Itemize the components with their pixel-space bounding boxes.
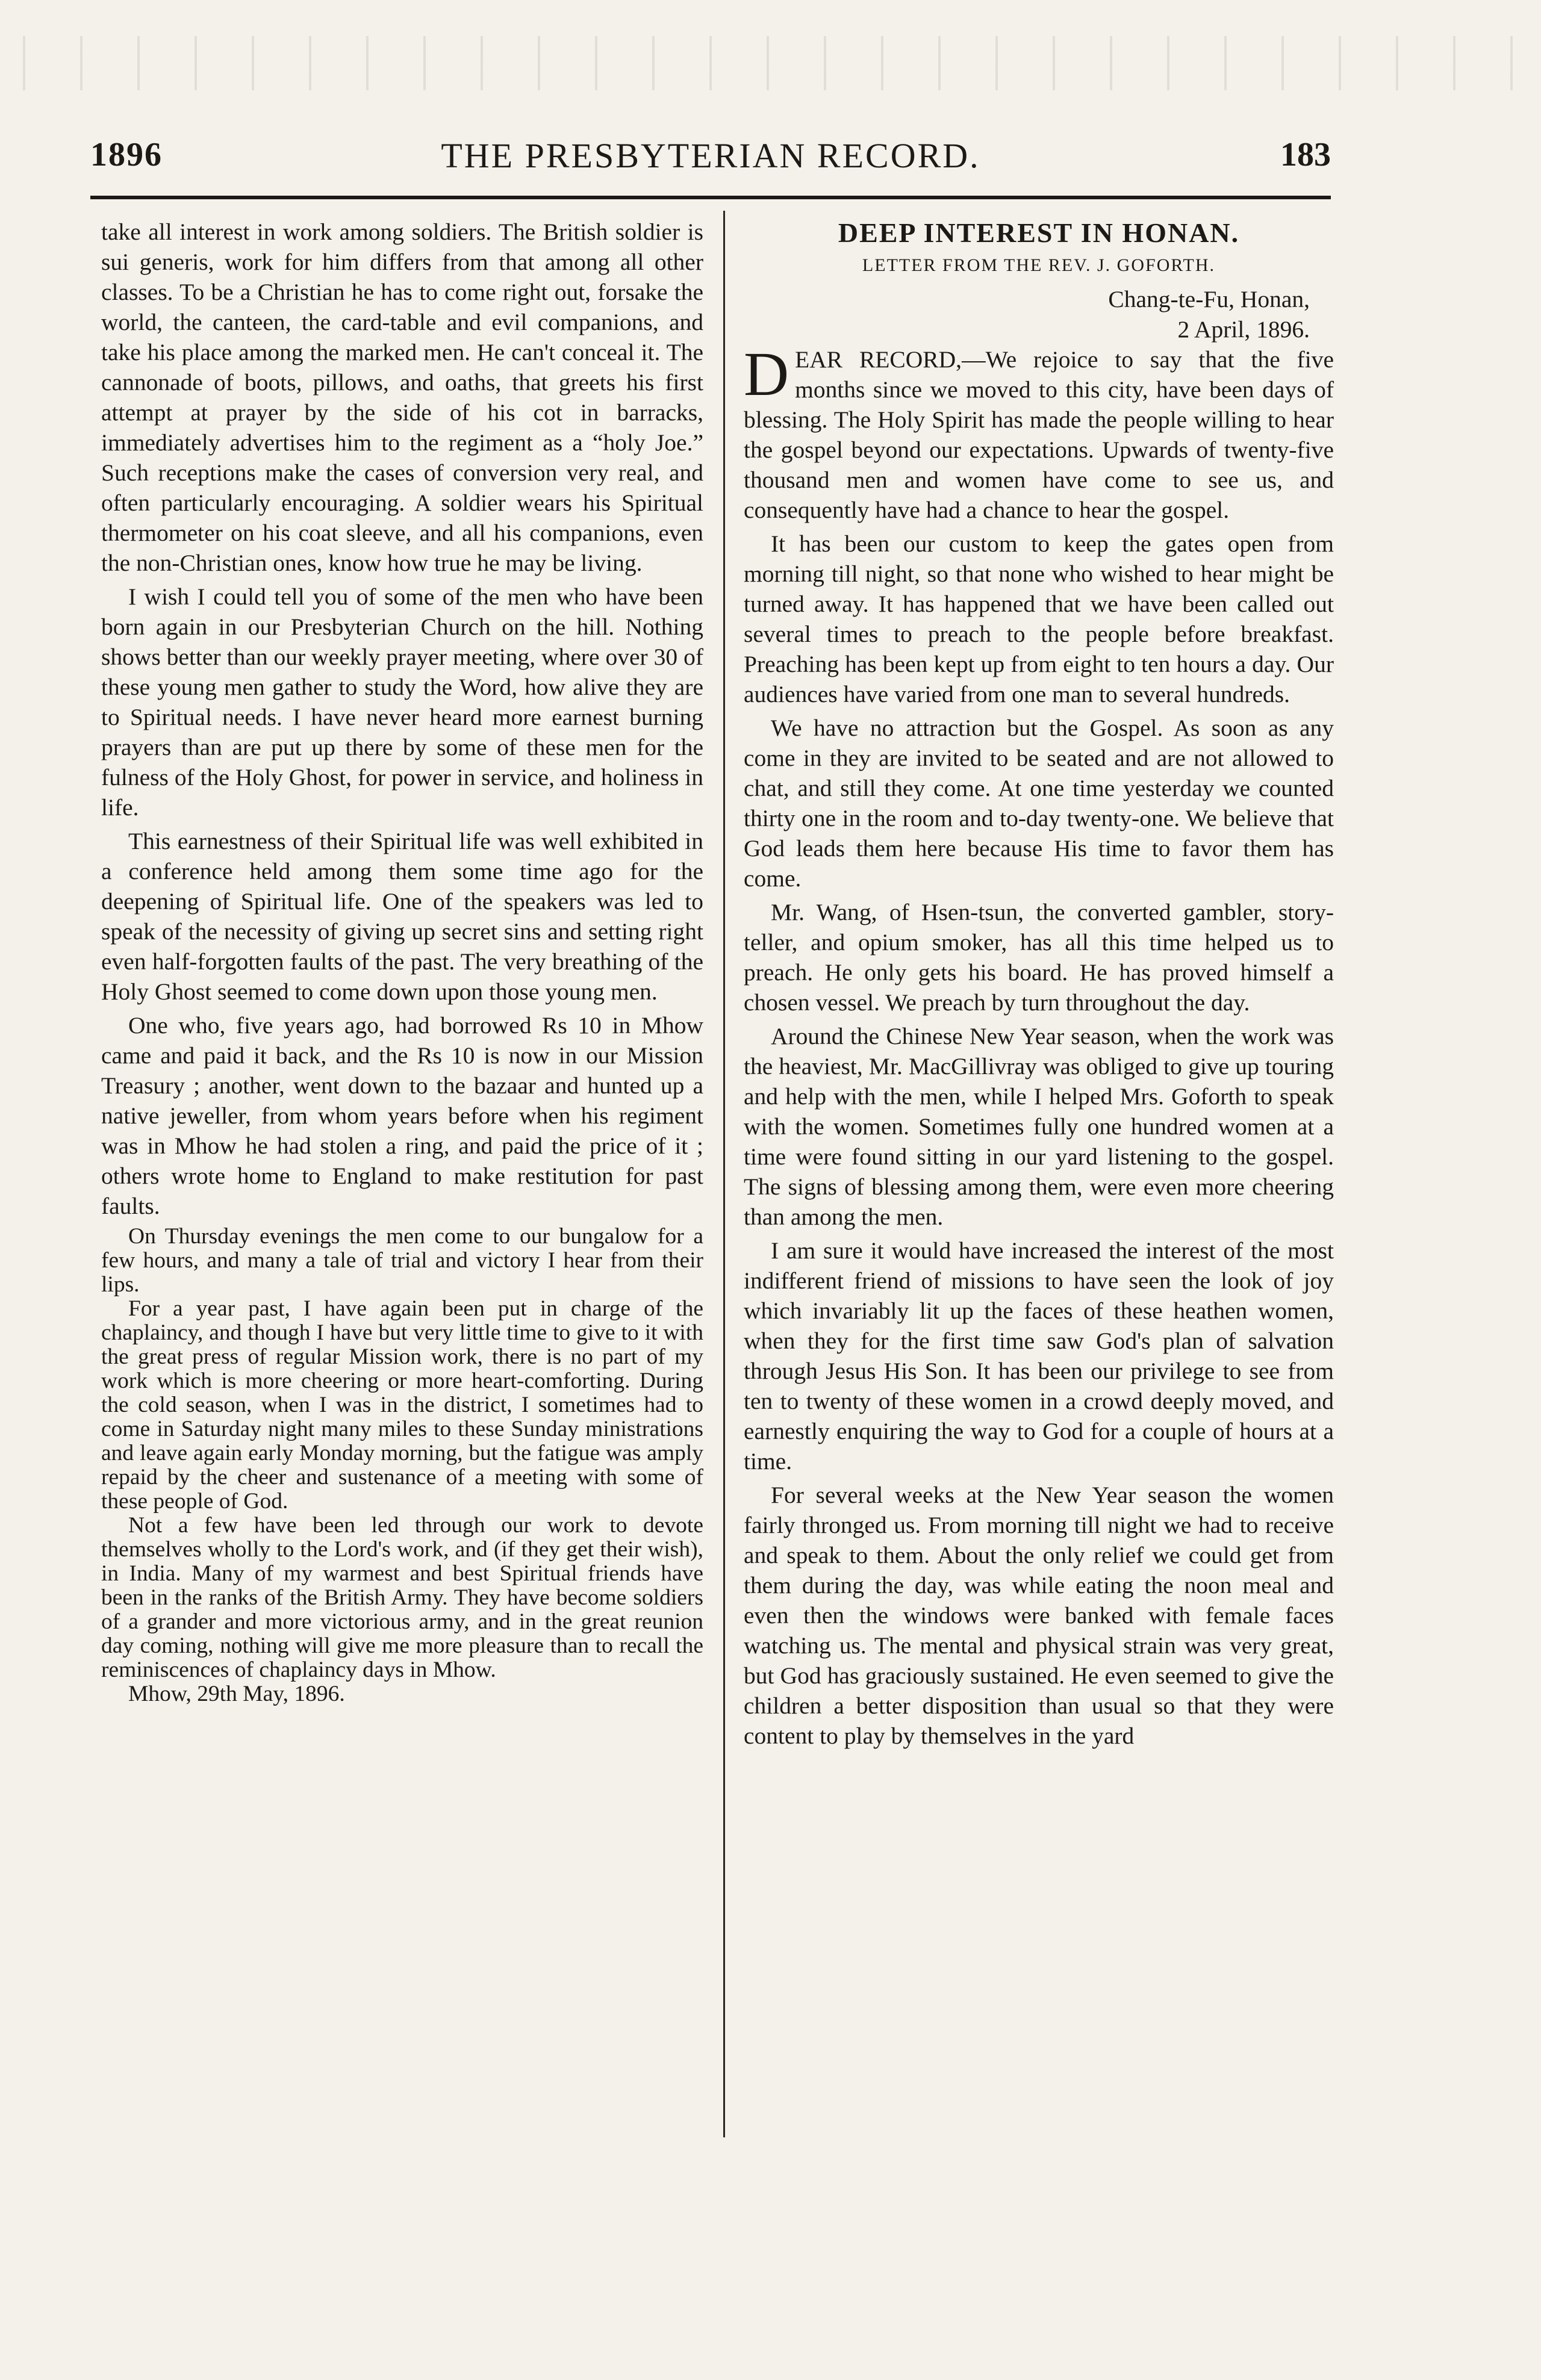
- right-paragraph: Around the Chinese New Year season, when the work was the heaviest, Mr. MacGillivray was obliged to give up touring and help with the men, while I helped Mrs. Goforth to speak with the women. Sometimes fully one hundred women at a time were found sitting in our yard listening to the gospel. The signs of blessing among them, were even more cheering than among the men.: [744, 1023, 1334, 1230]
- right-paragraph: We have no attraction but the Gospel. As soon as any come in they are invited to be seated and are not allowed to chat, and still they come. At one time yesterday we counted thirty one in the room and to-day twenty-one. We believe that God leads them here because His time to favor them has come.: [744, 715, 1334, 892]
- right-paragraph: Mr. Wang, of Hsen-tsun, the converted gambler, story-teller, and opium smoker, has all this time helped us to preach. He only gets his board. He has proved himself a chosen vessel. We preach by turn throughout the day.: [744, 899, 1334, 1016]
- column-divider: [723, 211, 725, 2137]
- header-year: 1896: [90, 136, 163, 173]
- opening-text: —We rejoice to say that the five months since we moved to this city, have been days of blessing. The Holy Spirit has made the people willing to hear the gospel beyond our expectations. Upwards of twenty-five thousand men and women have come to see us, and consequently have had a chance to hear the gospel.: [744, 346, 1334, 523]
- signoff: Mhow, 29th May, 1896.: [128, 1682, 345, 1706]
- right-paragraph: It has been our custom to keep the gates open from morning till night, so that none who wished to hear might be turned away. It has happened that we have been called out several times to preach to the people before breakfast. Preaching has been kept up from eight to ten hours a day. Our audiences have varied from one man to several hundreds.: [744, 530, 1334, 707]
- article-title: DEEP INTEREST IN HONAN.: [838, 217, 1240, 248]
- dateline-place: Chang-te-Fu, Honan,: [1108, 286, 1310, 312]
- left-paragraph: I wish I could tell you of some of the men who have been born again in our Presbyterian Church on the hill. Nothing shows better than our weekly prayer meeting, where over 30 of these young men gather to study the Word, how alive they are to Spiritual needs. I have never heard more earnest burning prayers than are put up there by some of these men for the fulness of the Holy Ghost, for power in service, and holiness in life.: [101, 583, 703, 821]
- left-paragraph: This earnestness of their Spiritual life was well exhibited in a conference held among them some time ago for the deepening of Spiritual life. One of the speakers was led to speak of the necessity of giving up secret sins and setting right even half-forgotten faults of the past. The very breathing of the Holy Ghost seemed to come down upon those young men.: [101, 828, 703, 1005]
- page-number: 183: [1280, 136, 1331, 173]
- right-paragraph: For several weeks at the New Year season the women fairly thronged us. From morning till night we had to receive and speak to them. About the only relief we could get from them during the day, was while eating the noon meal and even then the windows were banked with female faces watching us. The mental and physical strain was very great, but God has graciously sustained. He even seemed to give the children a better disposition than usual so that they were content to play by themselves in the yard: [744, 1482, 1334, 1749]
- left-paragraph: On Thursday evenings the men come to our bungalow for a few hours, and many a tale of trial and victory I hear from their lips.: [101, 1224, 703, 1297]
- left-paragraph: Not a few have been led through our work to devote themselves wholly to the Lord's work, and (if they get their wish), in India. Many of my warmest and best Spiritual friends have been in the ranks of the British Army. They have become soldiers of a grander and more victorious army, and in the great reunion day coming, nothing will give me more pleasure than to recall the reminiscences of chaplaincy days in Mhow.: [101, 1513, 703, 1682]
- left-paragraph: For a year past, I have again been put in charge of the chaplaincy, and though I have but very little time to give to it with the great press of regular Mission work, there is no part of my work which is more cheering or more heart-comforting. During the cold season, when I was in the district, I sometimes had to come in Saturday night many miles to these Sunday ministrations and leave again early Monday morning, but the fatigue was amply repaid by the cheer and sustenance of a meeting with some of these people of God.: [101, 1296, 703, 1514]
- dropcap-letter: D: [744, 340, 789, 409]
- dateline-date: 2 April, 1896.: [1177, 316, 1310, 343]
- article-subtitle: LETTER FROM THE REV. J. GOFORTH.: [862, 255, 1216, 275]
- page-header: [90, 135, 1331, 190]
- left-column: [101, 217, 703, 1706]
- salutation: EAR RECORD,: [795, 346, 962, 373]
- dateline: [744, 284, 1334, 344]
- left-paragraph: One who, five years ago, had borrowed Rs 10 in Mhow came and paid it back, and the Rs 10 is now in our Mission Treasury ; another, went down to the bazaar and hunted up a native jeweller, from whom years before when his regiment was in Mhow he had stolen a ring, and paid the price of it ; others wrote home to England to make restitution for past faults.: [101, 1012, 703, 1219]
- scan-noise: [0, 36, 1541, 90]
- publication-title: THE PRESBYTERIAN RECORD.: [441, 136, 980, 175]
- dense-text-block: [101, 1225, 703, 1706]
- left-paragraph: take all interest in work among soldiers. The British soldier is sui generis, work for him differs from that among all other classes. To be a Christian he has to come right out, forsake the world, the canteen, the card-table and evil companions, and take his place among the marked men. He can't conceal it. The cannonade of boots, pillows, and oaths, that greets his first attempt at prayer by the side of his cot in barracks, immediately advertises him to the regiment as a “holy Joe.” Such receptions make the cases of conversion very real, and often particularly encouraging. A soldier wears his Spiritual thermometer on his coat sleeve, and all his companions, even the non-Christian ones, know how true he may be living.: [101, 219, 703, 576]
- opening-paragraph: [744, 340, 1334, 525]
- right-paragraph: I am sure it would have increased the interest of the most indifferent friend of missions to have seen the look of joy which invariably lit up the faces of these heathen women, when they for the first time saw God's plan of salvation through Jesus His Son. It has been our privilege to see from ten to twenty of these women in a crowd deeply moved, and earnestly enquiring the way to God for a couple of hours at a time.: [744, 1237, 1334, 1474]
- header-rule: [90, 196, 1331, 199]
- right-column: [744, 217, 1334, 1754]
